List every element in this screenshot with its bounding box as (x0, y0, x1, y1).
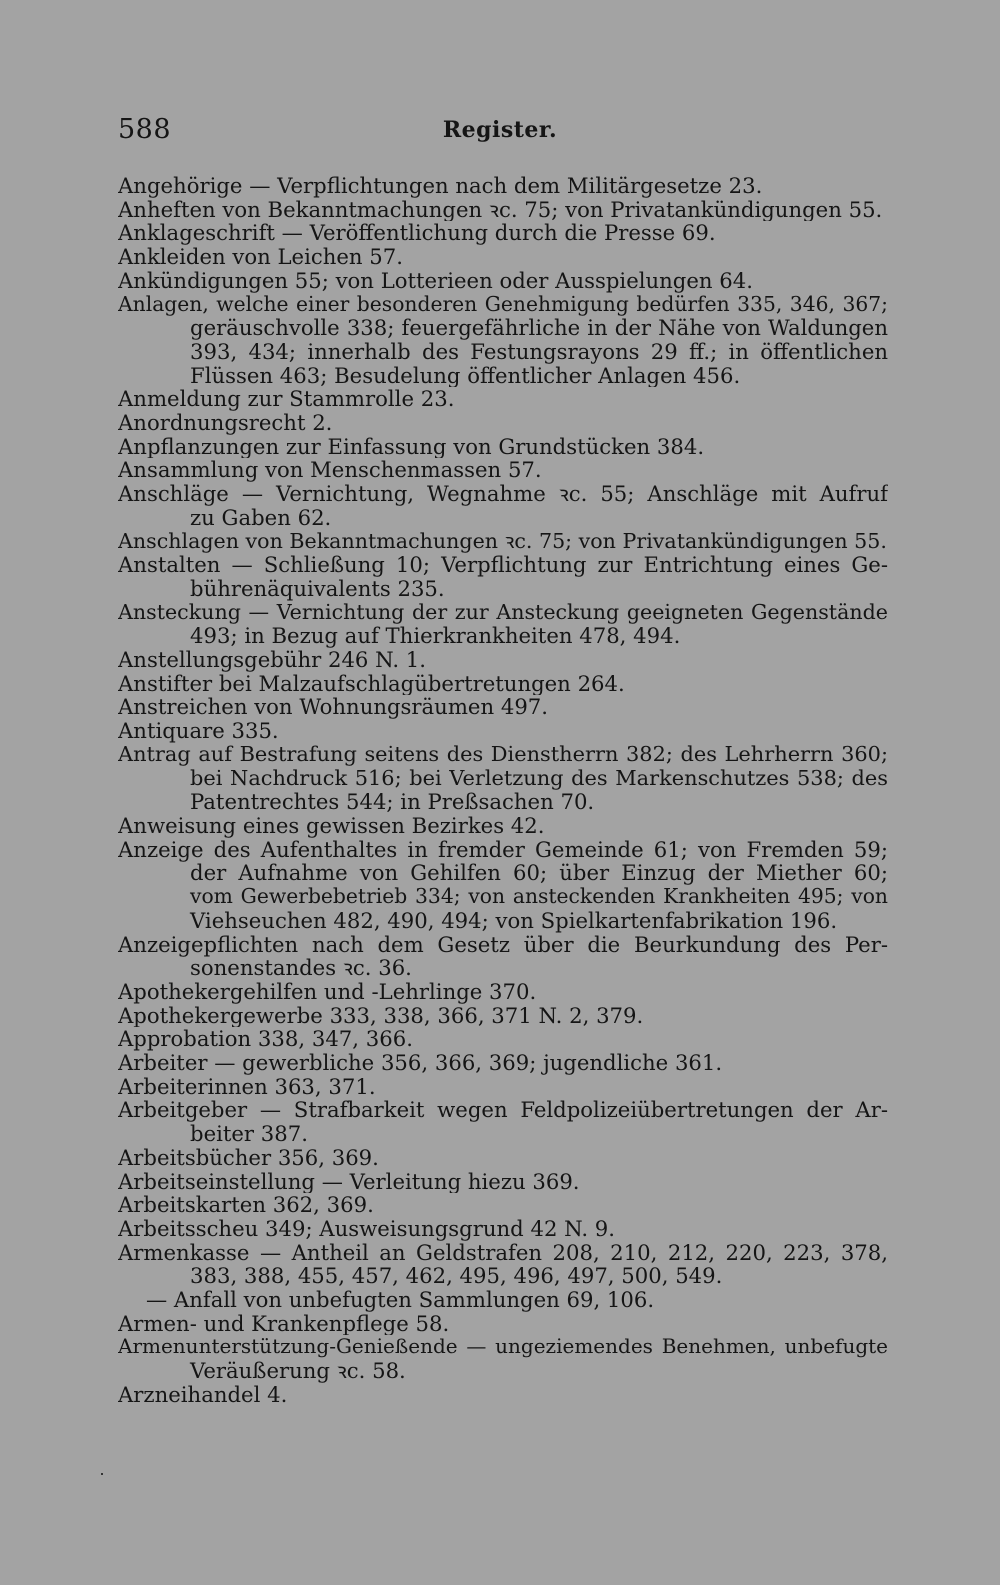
index-entry (118, 1051, 888, 1075)
index-entry-line: Armenkasse — Antheil an Geldstrafen 208, 210, 212, 220, 223, 378, (118, 1240, 888, 1265)
index-entry-line: Anweisung eines gewissen Bezirkes 42. (118, 813, 545, 838)
print-speck (101, 1473, 103, 1475)
index-entry (118, 648, 888, 672)
index-entry-continuation: zu Gaben 62. (190, 504, 332, 530)
index-entry-line: Anzeige des Aufenthaltes in fremder Gemeinde 61; von Fremden 59; (118, 837, 888, 862)
index-entry (118, 174, 888, 198)
index-entry-line: Anmeldung zur Stammrolle 23. (118, 387, 455, 412)
index-entry (118, 1098, 888, 1145)
index-entry-line: Anstreichen von Wohnungsräumen 497. (118, 695, 549, 720)
index-entry-line: Ansteckung — Vernichtung der zur Ansteckung geeigneten Gegenstände (118, 600, 888, 624)
index-entry (118, 1335, 888, 1382)
index-entry-continuation: 383, 388, 455, 457, 462, 495, 496, 497, 500, 549. (190, 1263, 723, 1289)
index-entry (118, 1193, 888, 1217)
index-entry (118, 838, 888, 933)
index-entry-line: Anordnungsrecht 2. (118, 411, 333, 435)
index-entry (118, 1217, 888, 1241)
index-entry (118, 387, 888, 411)
index-entry-line: Anschläge — Vernichtung, Wegnahme ꝛc. 55; Anschläge mit Aufruf (118, 482, 888, 507)
index-entry-line: Arbeiter — gewerbliche 356, 366, 369; jugendliche 361. (118, 1051, 723, 1075)
index-entry (118, 814, 888, 838)
index-entry (118, 198, 888, 222)
index-entry-line: Anschlagen von Bekanntmachungen ꝛc. 75; von Privatankündigungen 55. (118, 529, 887, 553)
index-entries (118, 174, 888, 1407)
index-entry-line: Ankleiden von Leichen 57. (118, 245, 403, 269)
index-entry-line: Armen- und Krankenpflege 58. (118, 1311, 450, 1336)
index-entry (118, 1312, 888, 1336)
index-entry-line: Antrag auf Bestrafung seitens des Dienstherrn 382; des Lehrherrn 360; (118, 742, 888, 766)
index-entry (118, 1170, 888, 1194)
index-entry-line: Approbation 338, 347, 366. (118, 1027, 413, 1052)
index-entry-line: Armenunterstützung-Genießende — ungeziemendes Benehmen, unbefugte (118, 1335, 888, 1359)
index-entry-line: Ankündigungen 55; von Lotterieen oder Ausspielungen 64. (118, 268, 753, 293)
index-entry (118, 245, 888, 269)
index-entry-continuation: vom Gewerbebetrieb 334; von ansteckenden Krankheiten 495; von (190, 884, 888, 909)
index-entry-continuation: der Aufnahme von Gehilfen 60; über Einzug der Miether 60; (190, 860, 888, 886)
index-entry (118, 221, 888, 245)
index-entry (118, 1075, 888, 1099)
index-entry-line: Arzneihandel 4. (118, 1382, 288, 1407)
index-entry (118, 530, 888, 554)
index-entry (118, 980, 888, 1004)
index-entry-continuation: 393, 434; innerhalb des Festungsrayons 29 ff.; in öffentlichen (190, 338, 888, 364)
index-entry-line: Arbeitskarten 362, 369. (118, 1193, 374, 1217)
index-entry-line: — Anfall von unbefugten Sammlungen 69, 106. (146, 1288, 655, 1312)
index-entry (118, 1146, 888, 1170)
index-entry-continuation: Veräußerung ꝛc. 58. (190, 1358, 406, 1383)
index-entry (118, 1004, 888, 1028)
index-entry (118, 293, 888, 388)
index-entry (118, 435, 888, 459)
index-entry-line: Anstellungsgebühr 246 N. 1. (118, 648, 427, 672)
index-entry (118, 458, 888, 482)
index-entry-continuation: Patentrechtes 544; in Preßsachen 70. (190, 789, 595, 814)
index-entry-line: Angehörige — Verpflichtungen nach dem Militärgesetze 23. (118, 174, 763, 198)
index-entry (118, 672, 888, 696)
index-entry (118, 269, 888, 293)
index-entry-line: Apothekergewerbe 333, 338, 366, 371 N. 2, 379. (118, 1003, 644, 1028)
index-entry (118, 1241, 888, 1288)
index-entry-line: Anheften von Bekanntmachungen ꝛc. 75; von Privatankündigungen 55. (118, 197, 883, 222)
index-entry-line: Anpflanzungen zur Einfassung von Grundstücken 384. (118, 434, 705, 459)
index-entry-line: Anstifter bei Malzaufschlagübertretungen 264. (118, 671, 625, 696)
index-entry (118, 1027, 888, 1051)
index-entry-continuation: Flüssen 463; Besudelung öffentlicher Anlagen 456. (190, 362, 741, 388)
index-entry (118, 719, 888, 743)
index-entry-line: Anzeigepflichten nach dem Gesetz über die Beurkundung des Per- (118, 932, 888, 957)
index-entry-continuation: sonenstandes ꝛc. 36. (190, 955, 412, 980)
index-entry-continuation: geräuschvolle 338; feuergefährliche in der Nähe von Waldungen (190, 315, 888, 341)
page-number: 588 (118, 114, 172, 145)
index-entry-line: Antiquare 335. (118, 719, 279, 743)
index-entry-line: Ansammlung von Menschenmassen 57. (118, 458, 542, 483)
index-entry (118, 411, 888, 435)
index-entry-line: Arbeiterinnen 363, 371. (118, 1074, 376, 1099)
index-entry (118, 743, 888, 814)
index-entry (118, 933, 888, 980)
index-entry-line: Anlagen, welche einer besonderen Genehmigung bedürfen 335, 346, 367; (118, 292, 888, 316)
index-entry-line: Arbeitgeber — Strafbarkeit wegen Feldpolizeiübertretungen der Ar- (118, 1098, 888, 1123)
index-entry-line: Anklageschrift — Veröffentlichung durch die Presse 69. (118, 221, 716, 246)
index-entry-continuation: beiter 387. (190, 1121, 308, 1146)
running-head: Register. (442, 117, 558, 143)
index-entry (118, 1383, 888, 1407)
index-entry (118, 482, 888, 529)
index-entry-continuation: 493; in Bezug auf Thierkrankheiten 478, 494. (190, 623, 681, 649)
index-entry-line: Arbeitseinstellung — Verleitung hiezu 369. (118, 1169, 580, 1194)
index-entry (118, 695, 888, 719)
index-entry (118, 553, 888, 600)
index-entry-continuation: bührenäquivalents 235. (190, 575, 445, 601)
index-entry-continuation: Viehseuchen 482, 490, 494; von Spielkartenfabrikation 196. (190, 907, 838, 933)
index-subentry (118, 1288, 888, 1312)
index-entry-line: Anstalten — Schließung 10; Verpflichtung zur Entrichtung eines Ge- (118, 553, 888, 578)
index-entry (118, 601, 888, 648)
index-entry-line: Arbeitsbücher 356, 369. (118, 1145, 379, 1170)
index-entry-line: Arbeitsscheu 349; Ausweisungsgrund 42 N. 9. (118, 1216, 616, 1241)
index-entry-line: Apothekergehilfen und -Lehrlinge 370. (118, 979, 537, 1004)
index-entry-continuation: bei Nachdruck 516; bei Verletzung des Markenschutzes 538; des (190, 765, 888, 790)
